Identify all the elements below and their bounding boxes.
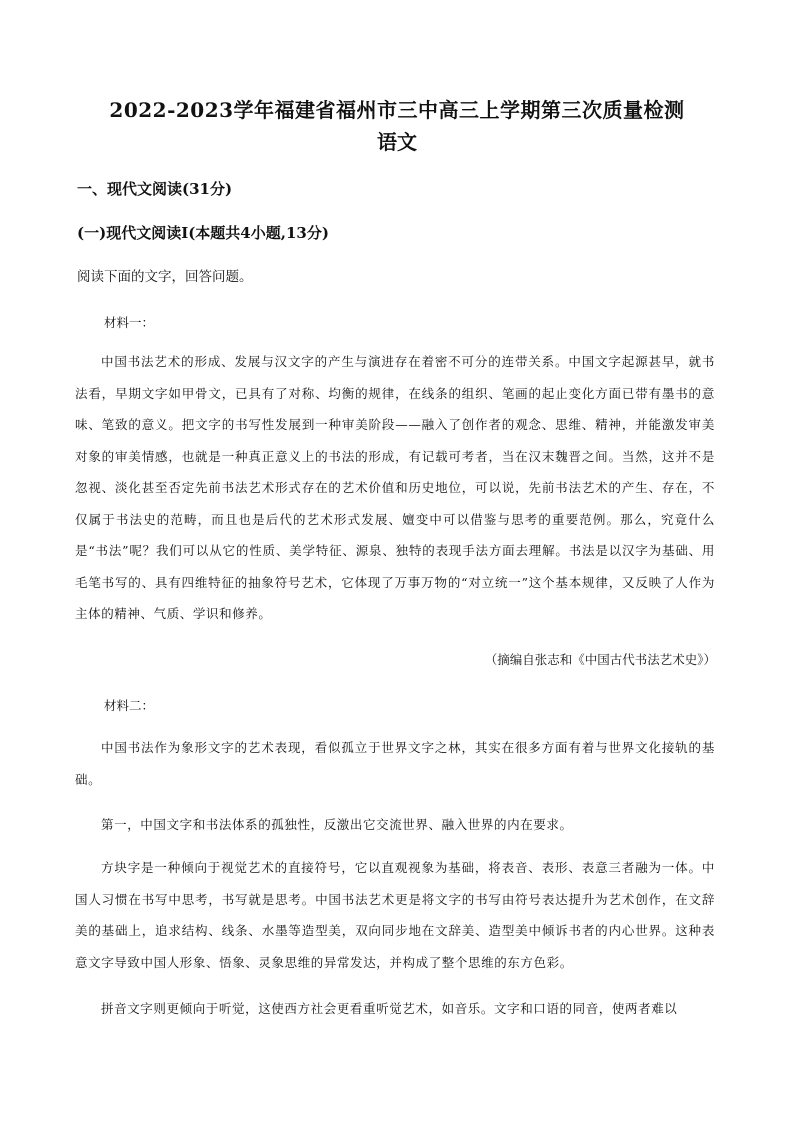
material-2-paragraph-2: 第一，中国文字和书法体系的孤独性，反激出它交流世界、融入世界的内在要求。 — [101, 817, 573, 832]
section-heading: 一、现代文阅读(31分) — [77, 180, 233, 198]
subject-title: 语文 — [377, 130, 417, 154]
material-2-paragraph-4: 拼音文字则更倾向于听觉，这使西方社会更看重听觉艺术，如音乐。文字和口语的同音，使两者难以 — [101, 1001, 678, 1016]
material-1-label: 材料一： — [104, 315, 155, 330]
instruction-text: 阅读下面的文字，回答问题。 — [77, 269, 253, 285]
subsection-heading: (一)现代文阅读Ⅰ(本题共4小题,13分) — [77, 224, 329, 242]
material-2-label: 材料二： — [104, 698, 155, 713]
material-2-paragraph-3: 方块字是一种倾向于视觉艺术的直接符号，它以直观视象为基础，将表音、表形、表意三者融为一体。中国人习惯在书写中思考，书写就是思考。中国书法艺术更是将文字的书写由符号表达提升为艺术创作，在文辞美的基础上，追求结构、线条、水墨等造型美，双向同步地在文辞美、造型美中倾诉书者的内心世界。这种表意文字导致中国人形象、悟象、灵象思维的异常发达，并构成了整个思维的东方色彩。 — [75, 860, 715, 970]
material-2-paragraph-1: 中国书法作为象形文字的艺术表现，看似孤立于世界文字之林，其实在很多方面有着与世界文化接轨的基础。 — [75, 740, 715, 787]
document-title: 2022-2023学年福建省福州市三中高三上学期第三次质量检测 — [109, 98, 685, 122]
material-1-source: （摘编自张志和《中国古代书法艺术史》） — [484, 652, 716, 667]
material-1-paragraph: 中国书法艺术的形成、发展与汉文字的产生与演进存在着密不可分的连带关系。中国文字起源甚早，就书法看，早期文字如甲骨文，已具有了对称、均衡的规律，在线条的组织、笔画的起止变化方面已带有墨书的意味、笔致的意义。把文字的书写性发展到一种审美阶段——融入了创作者的观念、思维、精神，并能激发审美对象的审美情感，也就是一种真正意义上的书法的形成，有记载可考者，当在汉末魏晋之间。当然，这并不是忽视、淡化甚至否定先前书法艺术形式存在的艺术价值和历史地位，可以说，先前书法艺术的产生、存在，不仅属于书法史的范畴，而且也是后代的艺术形式发展、嬗变中可以借鉴与思考的重要范例。那么，究竟什么是“书法”呢？我们可以从它的性质、美学特征、源泉、独特的表现手法方面去理解。书法是以汉字为基础、用毛笔书写的、具有四维特征的抽象符号艺术，它体现了万事万物的“对立统一”这个基本规律，又反映了人作为主体的精神、气质、学识和修养。 — [75, 354, 715, 621]
